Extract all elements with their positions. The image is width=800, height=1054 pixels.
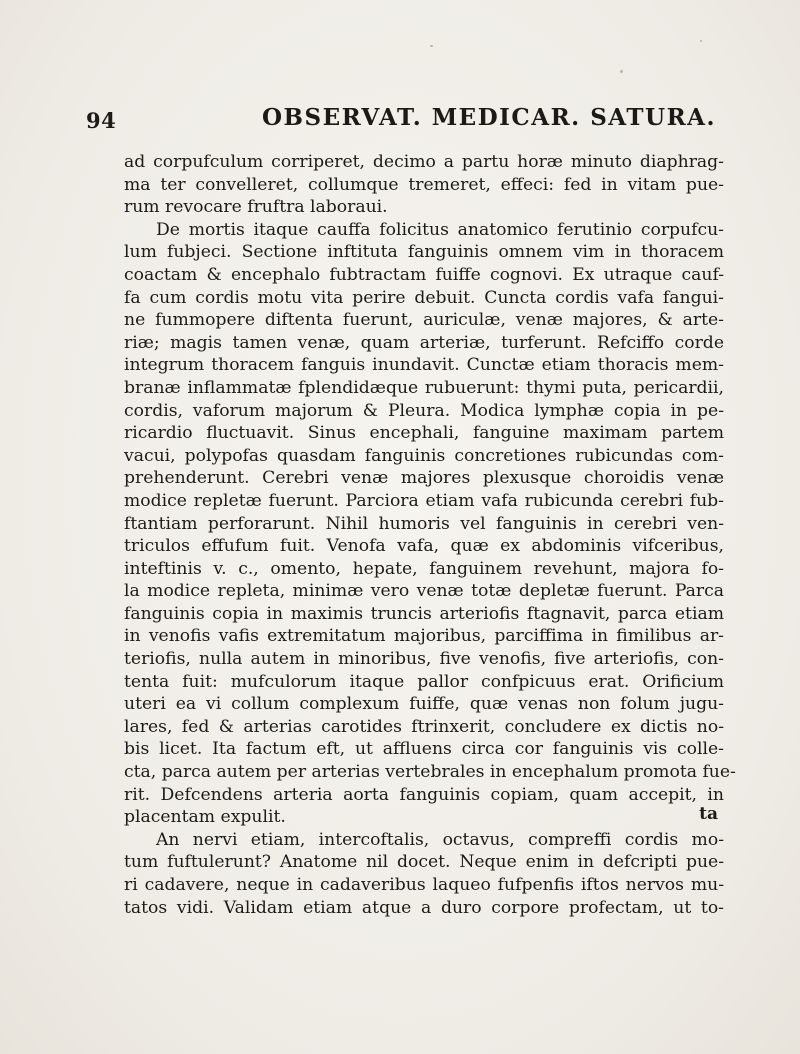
text-line: cordis, vaforum majorum & Pleura. Modica lymphæ copia in pe- [124, 400, 724, 421]
text-line: inteftinis v. c., omento, hepate, fanguinem revehunt, majora fo- [124, 558, 724, 579]
text-line: ma ter convelleret, collumque tremeret, effeci: fed in vitam pue- [124, 174, 724, 195]
text-line: branæ inflammatæ fplendidæque rubuerunt: thymi puta, pericardii, [124, 377, 724, 398]
text-line: in venofis vafis extremitatum majoribus, parciffima in fimilibus ar- [124, 626, 724, 647]
text-line: vacui, polypofas quasdam fanguinis concretiones rubicundas com- [124, 445, 724, 466]
text-line: modice repletæ fuerunt. Parciora etiam vafa rubicunda cerebri fub- [124, 490, 724, 511]
paper-speck [700, 40, 702, 42]
running-title: OBSERVAT. MEDICAR. SATURA. [262, 104, 717, 131]
text-line: teriofis, nulla autem in minoribus, five venofis, five arteriofis, con- [124, 649, 724, 670]
text-line: lares, fed & arterias carotides ftrinxerit, concludere ex dictis no- [124, 716, 724, 737]
body-text [124, 151, 736, 919]
text-line: rit. Defcendens arteria aorta fanguinis copiam, quam accepit, in [124, 784, 724, 805]
text-line: De mortis itaque cauffa folicitus anatomico ferutinio corpufcu- [156, 219, 724, 240]
text-line: ne fummopere diftenta fuerunt, auriculæ, venæ majores, & arte- [124, 310, 724, 331]
text-line: riæ; magis tamen venæ, quam arteriæ, turferunt. Refciffo corde [124, 332, 724, 353]
text-line: la modice repleta, minimæ vero venæ totæ depletæ fuerunt. Parca [124, 581, 724, 602]
text-line: integrum thoracem fanguis inundavit. Cunctæ etiam thoracis mem- [124, 355, 724, 376]
text-line: fanguinis copia in maximis truncis arteriofis ftagnavit, parca etiam [124, 603, 724, 624]
text-line: placentam expulit. [124, 807, 286, 828]
paper-speck [620, 70, 623, 73]
text-line: coactam & encephalo fubtractam fuiffe cognovi. Ex utraque cauf- [124, 264, 724, 285]
text-line: triculos effufum fuit. Venofa vafa, quæ ex abdominis vifceribus, [124, 536, 724, 557]
text-line: lum fubjeci. Sectione inftituta fanguinis omnem vim in thoracem [124, 242, 724, 263]
text-line: ri cadavere, neque in cadaveribus laqueo fufpenfis iftos nervos mu- [124, 875, 724, 895]
text-line: rum revocare fruftra laboraui. [124, 197, 388, 218]
catchword: ta [699, 804, 718, 824]
text-line: cta, parca autem per arterias vertebrales in encephalum promota fue- [124, 762, 736, 783]
text-line: ricardio fluctuavit. Sinus encephali, fanguine maximam partem [124, 423, 724, 444]
text-line: tum fuftulerunt? Anatome nil docet. Neque enim in defcripti pue- [124, 852, 724, 873]
text-line: uteri ea vi collum complexum fuiffe, quæ venas non folum jugu- [124, 694, 724, 715]
text-line: An nervi etiam, intercoftalis, octavus, compreffi cordis mo- [156, 829, 724, 850]
page-number: 94 [86, 108, 117, 133]
page-header [0, 104, 800, 138]
text-line: tenta fuit: mufculorum itaque pallor confpicuus erat. Orificium [124, 671, 724, 692]
text-line: bis licet. Ita factum eft, ut affluens circa cor fanguinis vis colle- [124, 739, 724, 760]
text-line: ad corpufculum corriperet, decimo a partu horæ minuto diaphrag- [124, 152, 724, 172]
paper-speck [430, 45, 433, 47]
text-line: fa cum cordis motu vita perire debuit. Cuncta cordis vafa fangui- [124, 287, 724, 308]
text-line: tatos vidi. Validam etiam atque a duro corpore profectam, ut to- [124, 897, 724, 918]
text-line: ftantiam perforarunt. Nihil humoris vel fanguinis in cerebri ven- [124, 513, 724, 534]
text-line: prehenderunt. Cerebri venæ majores plexusque choroidis venæ [124, 468, 724, 489]
